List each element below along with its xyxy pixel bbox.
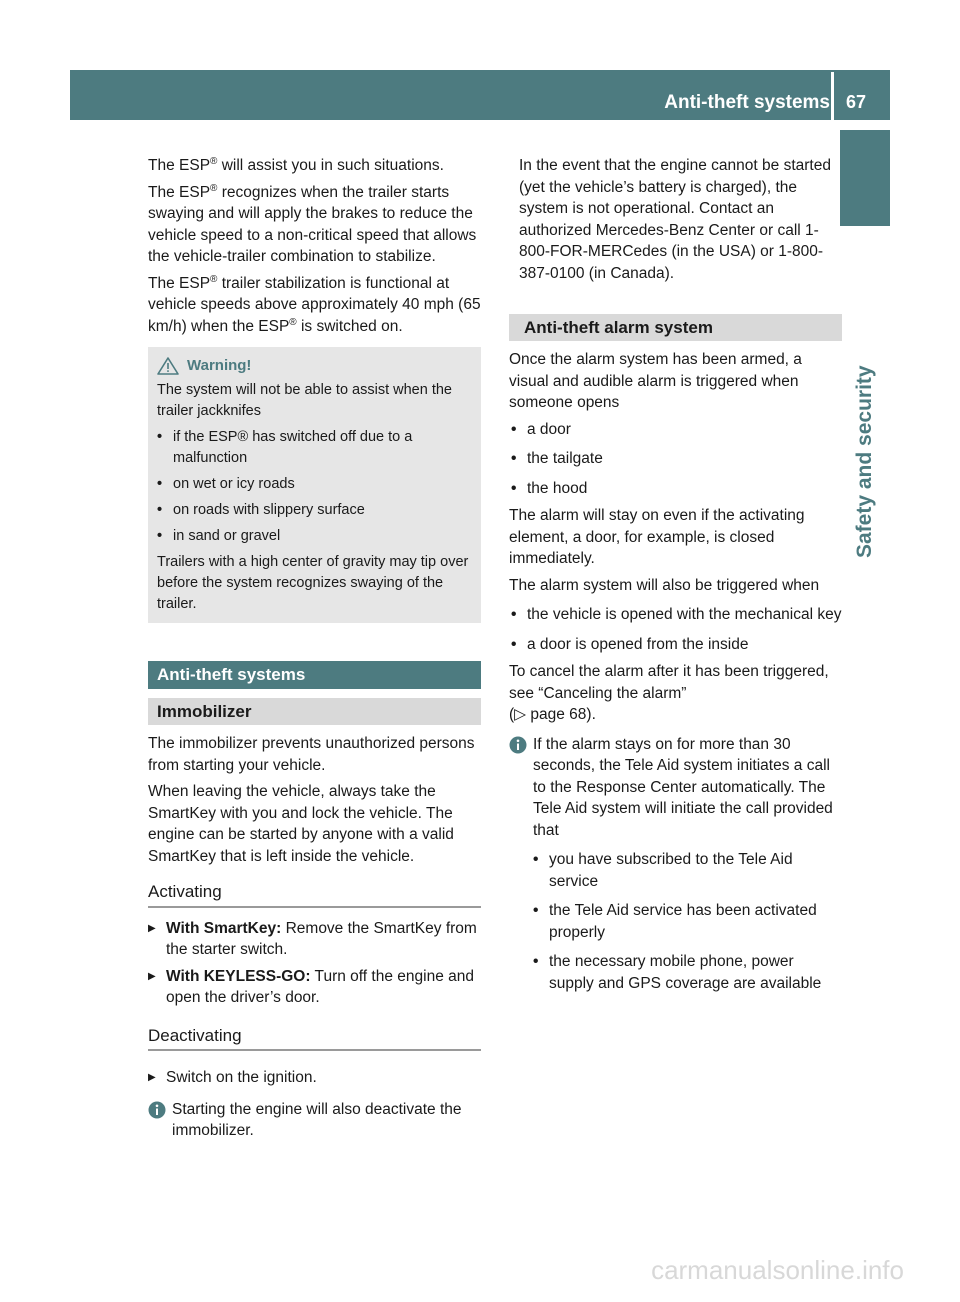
list-item: • the necessary mobile phone, power supply and GPS coverage are available: [533, 953, 822, 992]
list-item: • the Tele Aid service has been activated properly: [533, 902, 817, 941]
warning-triangle-icon: [157, 357, 179, 375]
info-note: Starting the engine will also deactivate the immobilizer.: [148, 1099, 481, 1142]
page-number: 67: [846, 92, 867, 112]
list-item: • the tailgate: [511, 450, 603, 467]
step: ▶ Switch on the ignition.: [148, 1067, 481, 1089]
list-item: • the vehicle is opened with the mechanical key: [511, 606, 842, 623]
warning-box: [148, 347, 481, 623]
paragraph: Once the alarm system has been armed, a visual and audible alarm is triggered when someone opens: [509, 351, 802, 411]
subsection-title: Anti-theft alarm system: [509, 314, 842, 341]
info-icon: [148, 1101, 166, 1119]
paragraph: The ESP® trailer stabilization is functional at vehicle speeds above approximately 40 mph (65 km/h) when the ESP® is switched on.: [148, 273, 481, 335]
deactivating-heading: Deactivating: [148, 1025, 481, 1052]
paragraph: The alarm will stay on even if the activating element, a door, for example, is closed immediately.: [509, 507, 805, 567]
info-text: If the alarm stays on for more than 30 seconds, the Tele Aid system initiates a call to the Response Center automatically. The Tele Aid system will initiate the call provided that: [533, 735, 833, 839]
step-arrow-icon: ▶: [148, 970, 156, 982]
info-icon: [509, 736, 527, 754]
right-column: [509, 155, 842, 999]
list-item: • you have subscribed to the Tele Aid service: [533, 851, 793, 890]
header-separator: [831, 72, 834, 120]
paragraph: When leaving the vehicle, always take the SmartKey with you and lock the vehicle. The engine can be started by anyone with a valid SmartKey that is left inside the vehicle.: [148, 783, 454, 865]
step: ▶ With KEYLESS-GO: Turn off the engine and open the driver’s door.: [148, 966, 481, 1009]
left-column: [148, 155, 481, 1142]
side-tab-label: Safety and security: [853, 365, 876, 558]
side-tab: [840, 130, 890, 226]
subsection-title: Immobilizer: [148, 698, 481, 725]
paragraph: The ESP® recognizes when the trailer starts swaying and will apply the brakes to reduce the vehicle speed to a non-critical speed that allows the vehicle-trailer combination to stabilize.: [148, 182, 477, 265]
list-item: • a door: [511, 420, 571, 438]
section-title: Anti-theft systems: [148, 661, 481, 689]
warning-intro: The system will not be able to assist when the trailer jackknifes: [157, 382, 452, 419]
paragraph: The alarm system will also be triggered when: [509, 576, 820, 594]
step-arrow-icon: ▶: [148, 1072, 156, 1083]
list-item: • the hood: [511, 479, 588, 497]
list-item: • in sand or gravel: [157, 528, 281, 544]
list-item: • on wet or icy roads: [157, 476, 295, 492]
paragraph: To cancel the alarm after it has been triggered, see “Canceling the alarm” (▷ page 68).: [509, 663, 829, 723]
warning-outro: Trailers with a high center of gravity may tip over before the system recognizes swaying of the trailer.: [157, 554, 469, 612]
paragraph: The immobilizer prevents unauthorized persons from starting your vehicle.: [148, 735, 475, 774]
activating-heading: Activating: [148, 881, 481, 908]
step: ▶ With SmartKey: Remove the SmartKey from the starter switch.: [148, 918, 481, 961]
info-note: [509, 734, 842, 1000]
list-item: • on roads with slippery surface: [157, 502, 365, 518]
list-item: • if the ESP® has switched off due to a malfunction: [157, 429, 413, 466]
paragraph: In the event that the engine cannot be started (yet the vehicle’s battery is charged), the system is not operational. Contact an authorized Mercedes-Benz Center or call 1-800-FOR-MERCedes (in the USA) or 1-800-387-0100 (in Canada).: [519, 157, 831, 282]
header-title: Anti-theft systems: [664, 92, 830, 113]
warning-header: [157, 355, 473, 376]
paragraph: The ESP® will assist you in such situations.: [148, 156, 444, 174]
step-arrow-icon: ▶: [148, 922, 156, 934]
page-reference-link[interactable]: (▷ page 68).: [509, 706, 596, 723]
warning-title: Warning!: [187, 357, 252, 374]
watermark: carmanualsonline.info: [651, 1255, 904, 1285]
list-item: • a door is opened from the inside: [511, 635, 749, 653]
